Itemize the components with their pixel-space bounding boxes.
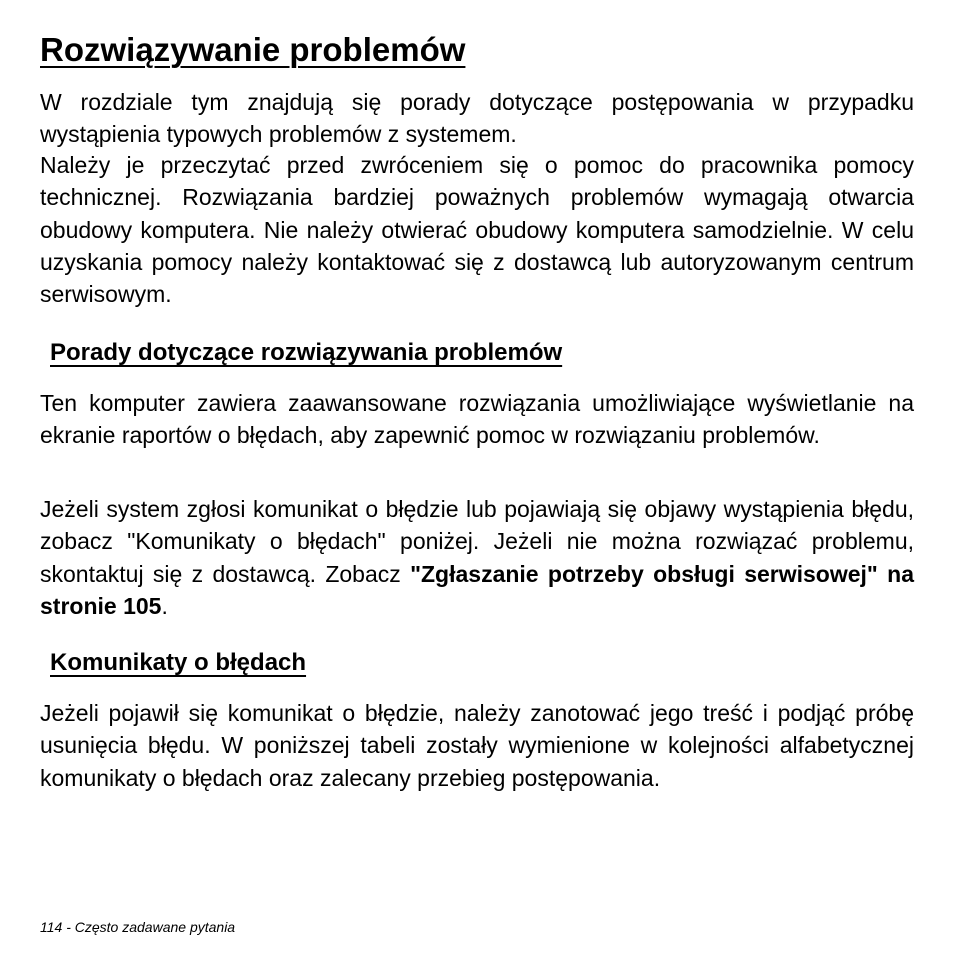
section-heading-errors: Komunikaty o błędach [50,649,307,676]
tips-paragraph-2 [40,493,914,622]
tips-paragraph-2-text: Jeżeli system zgłosi komunikat o błędzie lub pojawiają się objawy wystąpienia błędu, zobacz "Komunikaty o błędach" poniżej. Jeżeli nie można rozwiązać problemu, skontaktuj się z dostawcą. Zobacz [40,496,914,587]
intro-paragraph-2: Należy je przeczytać przed zwróceniem się o pomoc do pracownika pomocy technicznej. Rozwiązania bardziej poważnych problemów wymagają otwarcia obudowy komputera. Nie należy otwierać obudowy komputera samodzielnie. W celu uzyskania pomocy należy kontaktować się z dostawcą lub autoryzowanym centrum serwisowym. [40,152,914,308]
tips-paragraph-1: Ten komputer zawiera zaawansowane rozwiązania umożliwiające wyświetlanie na ekranie raportów o błędach, aby zapewnić pomoc w rozwiązaniu problemów. [40,390,914,449]
tips-paragraph-2-end: . [161,592,168,619]
errors-paragraph-1: Jeżeli pojawił się komunikat o błędzie, należy zanotować jego treść i podjąć próbę usunięcia błędu. W poniższej tabeli zostały wymienione w kolejności alfabetycznej komunikaty o błędach oraz zalecany przebieg postępowania. [40,700,914,791]
section-heading-tips: Porady dotyczące rozwiązywania problemów [50,339,563,366]
page-footer: 114 - Często zadawane pytania [40,919,236,935]
page-title: Rozwiązywanie problemów [40,31,466,68]
intro-paragraph-1: W rozdziale tym znajdują się porady dotyczące postępowania w przypadku wystąpienia typowych problemów z systemem. [40,89,914,148]
service-reference-link[interactable]: "Zgłaszanie potrzeby obsługi serwisowej" na stronie 105 [40,560,914,619]
